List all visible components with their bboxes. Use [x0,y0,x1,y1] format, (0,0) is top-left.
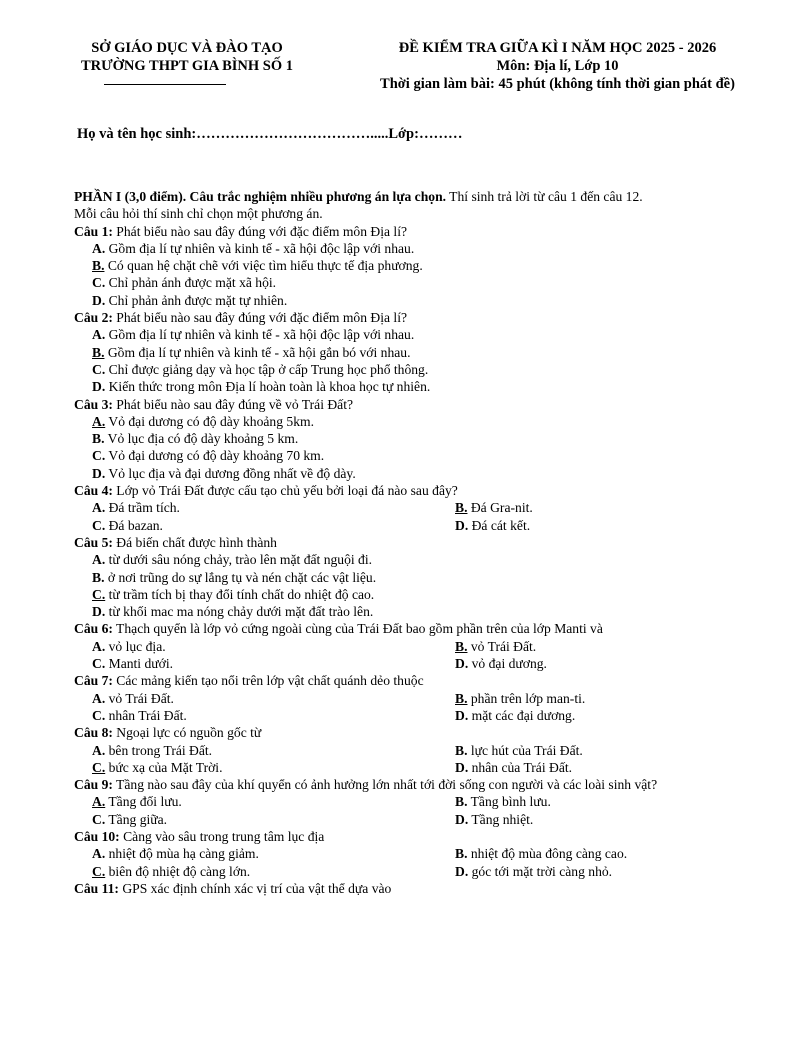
option-label: D. [92,379,106,395]
answer-option [455,639,536,654]
option-text: Tầng đối lưu. [105,794,182,810]
question-stem [74,223,774,240]
option-row [74,413,774,430]
answer-option [455,864,612,879]
subject-line: Môn: Địa lí, Lớp 10 [496,58,619,74]
option-cell [455,759,572,776]
option-text: vỏ đại dương. [468,656,547,672]
correct-answer-label: B. [92,344,105,360]
question-stem [74,309,774,326]
option-row [74,378,774,395]
option-row [74,344,774,361]
option-text: ở nơi trũng do sự lắng tụ và nén chặt các vật liệu. [104,569,377,585]
question-text: Đá biến chất được hình thành [112,534,277,550]
option-text: từ khối mac ma nóng chảy dưới mặt đất trào lên. [105,604,374,620]
option-row [74,863,774,880]
option-text: Đá trầm tích. [105,500,180,516]
answer-option [92,258,423,273]
option-text: vỏ Trái Đất. [105,690,174,706]
answer-option [92,587,374,602]
answer-option [455,760,572,775]
answer-option [455,656,547,671]
answer-option [92,362,428,377]
option-text: nhân của Trái Đất. [468,759,573,775]
question-number: Câu 4: [74,483,113,499]
option-cell [455,707,575,724]
answer-option [92,293,287,308]
option-text: Gồm địa lí tự nhiên và kinh tế - xã hội độc lập với nhau. [105,327,415,343]
option-text: phần trên lớp man-ti. [467,690,586,706]
option-cell [92,517,455,534]
option-label: A. [92,690,106,706]
answer-option [455,708,575,723]
question-stem [74,672,774,689]
option-text: Có quan hệ chặt chẽ với việc tìm hiểu thực tế địa phương. [104,258,423,274]
answer-option [455,846,627,861]
answer-option [455,500,533,515]
option-label: B. [455,846,468,862]
option-label: A. [92,552,106,568]
option-label: A. [92,327,106,343]
option-text: bên trong Trái Đất. [105,742,213,758]
option-row [74,603,774,620]
correct-answer-label: C. [92,863,106,879]
option-text: nhân Trái Đất. [105,707,187,723]
option-label: C. [92,517,106,533]
option-text: bức xạ của Mặt Trời. [105,759,223,775]
option-label: B. [92,569,105,585]
option-row [74,465,774,482]
option-label: D. [455,656,469,672]
option-row [74,292,774,309]
correct-answer-label: A. [92,413,106,429]
option-label: C. [92,361,106,377]
option-text: biên độ nhiệt độ càng lớn. [105,863,251,879]
option-cell [455,742,583,759]
option-label: A. [92,500,106,516]
option-row [74,845,774,862]
correct-answer-label: C. [92,759,106,775]
question-number: Câu 3: [74,396,113,412]
option-label: A. [92,742,106,758]
option-label: C. [92,275,106,291]
answer-option [92,743,212,758]
option-cell [455,638,536,655]
option-cell [92,811,455,828]
question-number: Câu 10: [74,828,120,844]
option-cell [92,690,455,707]
option-label: A. [92,638,106,654]
option-row [74,690,774,707]
option-label: C. [92,707,106,723]
option-text: Vỏ lục địa có độ dày khoảng 5 km. [104,431,299,447]
option-label: D. [455,517,469,533]
option-label: D. [455,863,469,879]
option-text: Kiến thức trong môn Địa lí hoàn toàn là khoa học tự nhiên. [105,379,431,395]
option-label: C. [92,811,106,827]
option-row [74,638,774,655]
question-text: Ngoại lực có nguồn gốc từ [112,725,262,741]
student-info-line: Họ và tên học sinh:……………………………….....Lớp:……… [77,126,463,142]
option-text: Chỉ phản ảnh được mặt tự nhiên. [105,292,288,308]
option-cell [455,793,551,810]
correct-answer-label: B. [455,638,468,654]
correct-answer-label: B. [455,500,468,516]
answer-option [455,794,551,809]
answer-option [92,275,276,290]
answer-option [92,812,167,827]
option-label: D. [92,604,106,620]
answer-option [92,518,163,533]
school-name: TRƯỜNG THPT GIA BÌNH SỐ 1 [80,58,294,74]
option-text: Chỉ phản ánh được mặt xã hội. [105,275,277,291]
option-row [74,499,774,516]
option-label: B. [455,742,468,758]
option-cell [455,690,585,707]
option-row [74,569,774,586]
option-text: Tầng giữa. [105,811,168,827]
question-number: Câu 6: [74,621,113,637]
option-row [74,274,774,291]
option-cell [455,655,547,672]
answer-option [92,639,166,654]
question-number: Câu 1: [74,223,113,239]
correct-answer-label: A. [92,794,106,810]
option-cell [92,742,455,759]
time-line: Thời gian làm bài: 45 phút (không tính thời gian phát đề) [380,76,735,92]
answer-option [92,466,356,481]
option-cell [455,863,612,880]
answer-option [92,241,414,256]
option-text: Tầng bình lưu. [467,794,551,810]
option-text: Vỏ đại dương có độ dày khoảng 5km. [105,413,314,429]
option-row [74,707,774,724]
answer-option [455,691,585,706]
option-row [74,793,774,810]
option-row [74,811,774,828]
question-number: Câu 7: [74,673,113,689]
option-cell [92,707,455,724]
answer-option [92,414,314,429]
option-text: nhiệt độ mùa đông càng cao. [467,846,628,862]
option-row [74,361,774,378]
option-text: từ trầm tích bị thay đổi tính chất do nhiệt độ cao. [105,586,375,602]
question-stem [74,828,774,845]
section-instruction-2: Mỗi câu hỏi thí sinh chỉ chọn một phương án. [74,206,323,222]
answer-option [92,327,414,342]
question-stem [74,776,774,793]
answer-option [455,743,583,758]
option-text: từ dưới sâu nóng chảy, trào lên mặt đất nguội đi. [105,552,373,568]
question-text: Phát biểu nào sau đây đúng về vỏ Trái Đất? [112,396,354,412]
answer-option [455,812,533,827]
option-text: vỏ lục địa. [105,638,166,654]
question-text: Tầng nào sau đây của khí quyển có ảnh hưởng lớn nhất tới đời sống con người và các loài sinh vật? [112,777,658,793]
option-row [74,517,774,534]
option-cell [455,845,627,862]
school-underline [104,84,226,85]
exam-header [0,40,799,110]
option-text: Đá Gra-nit. [467,500,533,516]
option-label: D. [455,759,469,775]
answer-option [92,500,180,515]
option-cell [92,863,455,880]
option-row [74,759,774,776]
option-label: A. [92,240,106,256]
option-row [74,257,774,274]
option-text: Gồm địa lí tự nhiên và kinh tế - xã hội gắn bó với nhau. [104,344,411,360]
department-name: SỞ GIÁO DỤC VÀ ĐÀO TẠO [91,40,283,56]
question-text: Các mảng kiến tạo nổi trên lớp vật chất quánh dẻo thuộc [112,673,424,689]
question-text: GPS xác định chính xác vị trí của vật thể dựa vào [118,880,392,896]
question-number: Câu 2: [74,310,113,326]
exam-title: ĐỀ KIỂM TRA GIỮA KÌ I NĂM HỌC 2025 - 2026 [398,40,717,56]
question-stem [74,534,774,551]
answer-option [92,794,182,809]
option-text: Đá cát kết. [468,517,531,533]
answer-option [92,760,222,775]
option-text: Tầng nhiệt. [468,811,534,827]
answer-option [92,431,298,446]
option-text: Gồm địa lí tự nhiên và kinh tế - xã hội độc lập với nhau. [105,240,415,256]
question-stem [74,880,774,897]
option-cell [92,845,455,862]
answer-option [92,846,259,861]
answer-option [92,345,410,360]
question-stem [74,620,774,637]
correct-answer-label: B. [92,258,105,274]
option-row [74,430,774,447]
option-text: Đá bazan. [105,517,163,533]
question-text: Phát biểu nào sau đây đúng với đặc điểm môn Địa lí? [112,310,408,326]
option-label: D. [455,707,469,723]
question-number: Câu 11: [74,880,119,896]
option-label: B. [455,794,468,810]
option-row [74,586,774,603]
question-list [74,223,774,898]
option-label: C. [92,448,106,464]
answer-option [92,448,324,463]
option-row [74,447,774,464]
correct-answer-label: B. [455,690,468,706]
option-cell [455,517,530,534]
section-heading [74,188,774,205]
answer-option [92,570,376,585]
answer-option [92,379,430,394]
option-cell [92,759,455,776]
option-text: mặt các đại dương. [468,707,576,723]
option-cell [92,793,455,810]
correct-answer-label: C. [92,586,106,602]
question-number: Câu 8: [74,725,113,741]
answer-option [92,656,173,671]
answer-option [455,518,530,533]
option-cell [455,811,533,828]
option-text: vỏ Trái Đất. [467,638,537,654]
option-row [74,655,774,672]
option-text: nhiệt độ mùa hạ càng giảm. [105,846,259,862]
answer-option [92,604,373,619]
question-text: Thạch quyển là lớp vỏ cứng ngoài cùng của Trái Đất bao gồm phần trên của lớp Manti và [112,621,603,637]
option-text: Manti dưới. [105,656,174,672]
option-text: góc tới mặt trời càng nhỏ. [468,863,613,879]
answer-option [92,708,187,723]
exam-content [74,188,774,897]
question-stem [74,482,774,499]
option-label: D. [92,465,106,481]
answer-option [92,691,174,706]
option-row [74,551,774,568]
answer-option [92,864,250,879]
question-text: Lớp vỏ Trái Đất được cấu tạo chủ yếu bởi loại đá nào sau đây? [112,483,458,499]
option-text: Chỉ được giảng dạy và học tập ở cấp Trung học phổ thông. [105,361,429,377]
option-label: A. [92,846,106,862]
section-instruction: Thí sinh trả lời từ câu 1 đến câu 12. [446,189,643,204]
option-label: D. [455,811,469,827]
question-text: Càng vào sâu trong trung tâm lục địa [119,828,325,844]
question-stem [74,724,774,741]
option-label: D. [92,292,106,308]
answer-option [92,552,372,567]
option-text: Vỏ lục địa và đại dương đồng nhất về độ dày. [105,465,356,481]
option-text: Vỏ đại dương có độ dày khoảng 70 km. [105,448,325,464]
section-title: PHẦN I (3,0 điểm). Câu trắc nghiệm nhiều phương án lựa chọn. [74,189,447,204]
option-cell [92,638,455,655]
option-row [74,240,774,257]
question-stem [74,396,774,413]
question-number: Câu 5: [74,534,113,550]
option-cell [92,655,455,672]
question-text: Phát biểu nào sau đây đúng với đặc điểm môn Địa lí? [112,223,408,239]
option-cell [92,499,455,516]
option-label: B. [92,431,105,447]
option-text: lực hút của Trái Đất. [467,742,583,758]
option-cell [455,499,533,516]
option-label: C. [92,656,106,672]
option-row [74,326,774,343]
question-number: Câu 9: [74,777,113,793]
option-row [74,742,774,759]
